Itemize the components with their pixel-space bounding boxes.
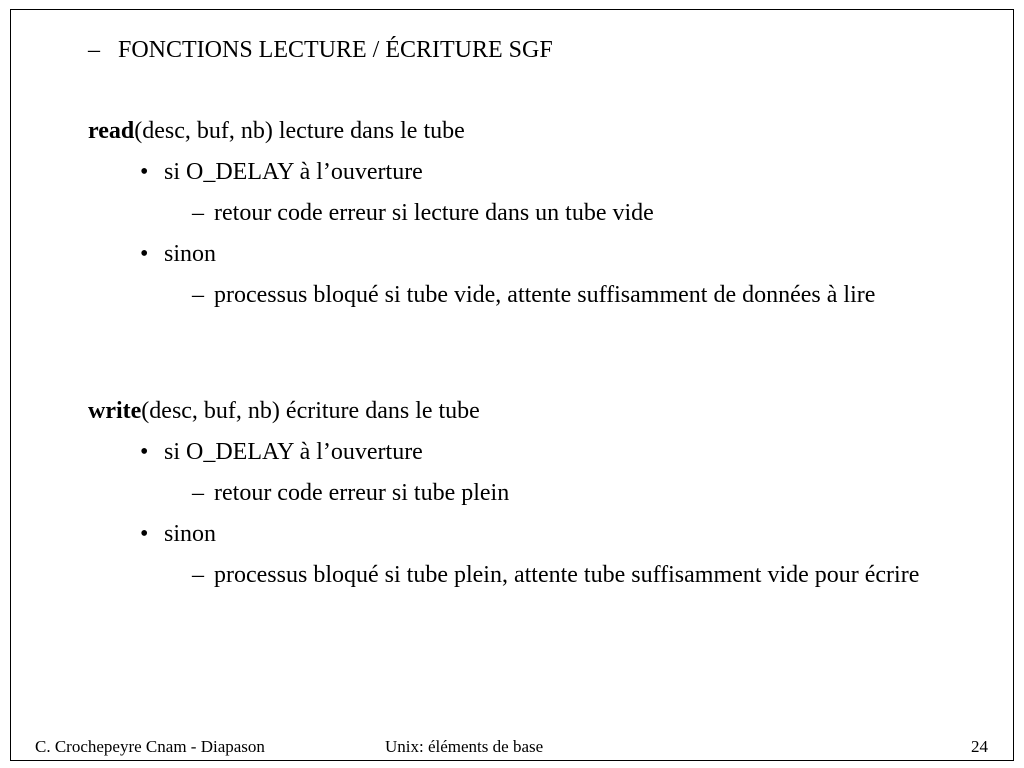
read-bullet-1-text: si O_DELAY à l’ouverture [164, 159, 423, 185]
slide-heading [88, 35, 553, 65]
footer-title: Unix: éléments de base [385, 737, 544, 756]
write-function-signature: (desc, buf, nb) écriture dans le tube [141, 398, 480, 424]
write-sub-2 [192, 559, 992, 592]
footer-author: C. Crochepeyre Cnam - Diapason [35, 737, 265, 756]
write-function-line [88, 396, 480, 426]
bullet-mark: • [140, 241, 149, 267]
read-function-line [88, 116, 465, 146]
read-function-signature: (desc, buf, nb) lecture dans le tube [134, 118, 465, 144]
sub-mark: – [192, 200, 204, 226]
write-bullet-1-text: si O_DELAY à l’ouverture [164, 439, 423, 465]
read-bullet-2 [140, 239, 216, 269]
read-sub-2 [192, 279, 992, 312]
bullet-mark: • [140, 521, 149, 547]
write-function-name: write [88, 398, 142, 424]
write-bullet-1 [140, 437, 423, 467]
bullet-mark: • [140, 439, 149, 465]
sub-mark: – [192, 562, 204, 588]
read-sub-1-text: retour code erreur si lecture dans un tube vide [214, 200, 654, 226]
bullet-mark: • [140, 159, 149, 185]
sub-mark: – [192, 282, 204, 308]
write-bullet-2 [140, 519, 216, 549]
heading-dash: – [88, 37, 100, 63]
write-sub-1 [192, 478, 509, 508]
read-function-name: read [88, 118, 135, 144]
heading-text: FONCTIONS LECTURE / ÉCRITURE SGF [118, 37, 553, 63]
write-sub-2-text: processus bloqué si tube plein, attente tube suffisamment vide pour écrire [214, 562, 920, 588]
write-sub-1-text: retour code erreur si tube plein [214, 480, 510, 506]
read-bullet-1 [140, 157, 423, 187]
read-sub-2-text: processus bloqué si tube vide, attente suffisamment de données à lire [214, 282, 876, 308]
read-bullet-2-text: sinon [164, 241, 217, 267]
footer-page-number: 24 [971, 737, 988, 756]
write-bullet-2-text: sinon [164, 521, 217, 547]
read-sub-1 [192, 198, 654, 228]
sub-mark: – [192, 480, 204, 506]
